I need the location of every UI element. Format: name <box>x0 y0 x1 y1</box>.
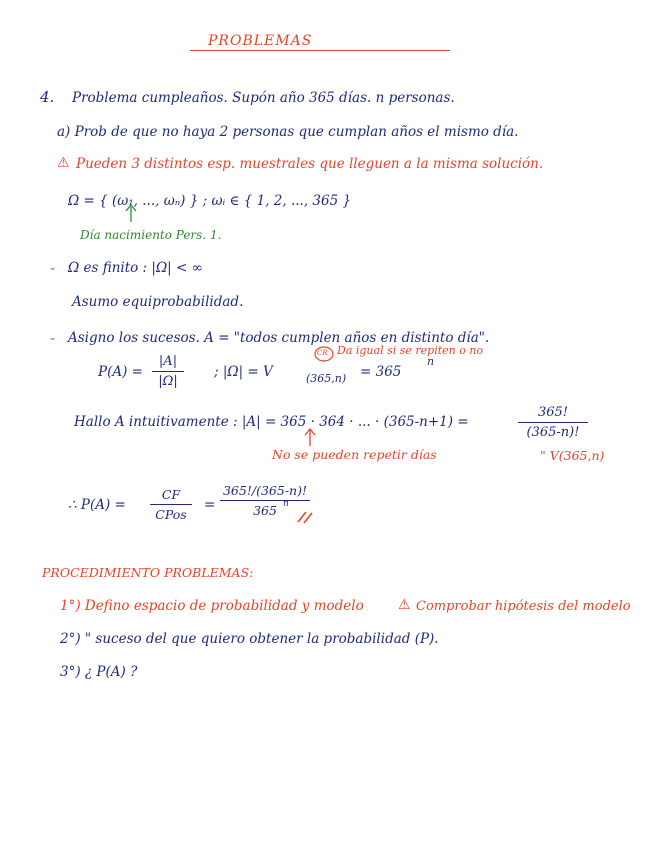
conclusion-denominator: CPos <box>155 507 187 522</box>
hallo-v: " V(365,n) <box>540 448 605 463</box>
hallo-note: No se pueden repetir días <box>272 447 437 462</box>
conclusion-denominator-2: 365 <box>253 503 277 518</box>
procedure-title: PROCEDIMIENTO PROBLEMAS: <box>42 565 254 580</box>
step-2: 2°) " suceso del que quiero obtener la probabilidad (P). <box>60 631 439 647</box>
pa-lhs: P(A) = <box>98 364 143 380</box>
title-underline <box>190 50 450 51</box>
step-1-warning: Comprobar hipótesis del modelo <box>416 599 631 614</box>
conclusion-numerator-2: 365!/(365-n)! <box>222 483 307 498</box>
assign-text: Asigno los sucesos. A = "todos cumplen años en distinto día". <box>68 330 490 346</box>
part-a-text: a) Prob de que no haya 2 personas que cumplan años el mismo día. <box>57 124 519 140</box>
pa-denominator: |Ω| <box>158 374 178 389</box>
omega-exponent: n <box>427 355 435 368</box>
conclusion-exponent: n <box>283 499 289 509</box>
conclusion-fraction-2 <box>220 483 310 518</box>
warning-triangle-icon: ⚠ <box>398 597 411 613</box>
problem-number: 4. <box>40 88 55 106</box>
omega-cardinality: ; |Ω| = V <box>214 364 273 380</box>
hallo-text: Hallo A intuitivamente : |A| = 365 · 364 · ... · (365-n+1) = <box>74 414 469 430</box>
pa-numerator: |A| <box>158 354 178 369</box>
cr-bubble: CR <box>317 349 328 357</box>
warning-text: Pueden 3 distintos esp. muestrales que lleguen a la misma solución. <box>76 156 544 172</box>
warning-triangle-icon: ⚠ <box>57 155 70 171</box>
hallo-numerator: 365! <box>537 405 569 420</box>
hallo-denominator: (365-n)! <box>526 425 580 440</box>
page-title: PROBLEMAS <box>208 33 313 49</box>
omega-remark: Da igual si se repiten o no <box>337 344 484 357</box>
omega-definition: Ω = { (ω₁, ..., ωₙ) } ; ωᵢ ∈ { 1, 2, ..., 365 } <box>68 193 352 209</box>
omega-note: Día nacimiento Pers. 1. <box>80 228 222 242</box>
equiprob-text: Asumo equiprobabilidad. <box>72 294 244 310</box>
dash-bullet: - <box>50 259 56 277</box>
omega-equals: = 365 <box>360 364 402 380</box>
step-1: 1°) Defino espacio de probabilidad y modelo <box>60 598 364 614</box>
finite-text: Ω es finito : |Ω| < ∞ <box>68 260 203 276</box>
conclusion-numerator: CF <box>161 487 181 502</box>
conclusion-lhs: ∴ P(A) = <box>68 497 126 513</box>
conclusion-equals: = <box>204 497 216 513</box>
conclusion-fraction <box>150 487 192 522</box>
step-3: 3°) ¿ P(A) ? <box>60 664 138 680</box>
omega-subscript: (365,n) <box>306 372 347 385</box>
pa-fraction <box>152 354 184 389</box>
dash-bullet: - <box>50 329 56 347</box>
problem-statement: Problema cumpleaños. Supón año 365 días. n personas. <box>72 90 455 106</box>
hallo-fraction <box>518 405 588 440</box>
